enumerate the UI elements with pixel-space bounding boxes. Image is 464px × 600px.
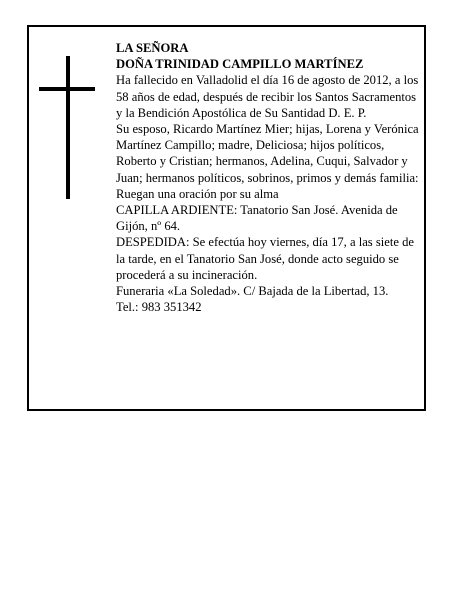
farewell-info: DESPEDIDA: Se efectúa hoy viernes, día 17, a las siete de la tarde, en el Tanatorio San José, donde acto seguido se procederá a su incineración. — [116, 235, 414, 282]
obituary-notice — [27, 25, 426, 411]
notice-text — [116, 40, 424, 315]
notice-heading: LA SEÑORA — [116, 41, 189, 55]
cross-horizontal-bar — [39, 87, 95, 91]
death-statement: Ha fallecido en Valladolid el día 16 de agosto de 2012, a los 58 años de edad, después de recibir los Santos Sacramentos y la Bendición Apostólica de Su Santidad D. E. P. — [116, 73, 419, 120]
prayer-request: Ruegan una oración por su alma — [116, 186, 279, 201]
deceased-name: DOÑA TRINIDAD CAMPILLO MARTÍNEZ — [116, 57, 364, 72]
cross-vertical-bar — [66, 56, 70, 199]
family-list: Su esposo, Ricardo Martínez Mier; hijas, Lorena y Verónica Martínez Campillo; madre, Deliciosa; hijos políticos, Roberto y Cristian; hermanos, Adelina, Cuqui, Salvador y Juan; hermanos políticos, sobrinos, primos y demás familia: — [116, 122, 419, 185]
phone-number: Tel.: 983 351342 — [116, 300, 202, 315]
chapel-info: CAPILLA ARDIENTE: Tanatorio San José. Avenida de Gijón, nº 64. — [116, 203, 398, 234]
funeral-home: Funeraria «La Soledad». C/ Bajada de la Libertad, 13. — [116, 284, 389, 299]
